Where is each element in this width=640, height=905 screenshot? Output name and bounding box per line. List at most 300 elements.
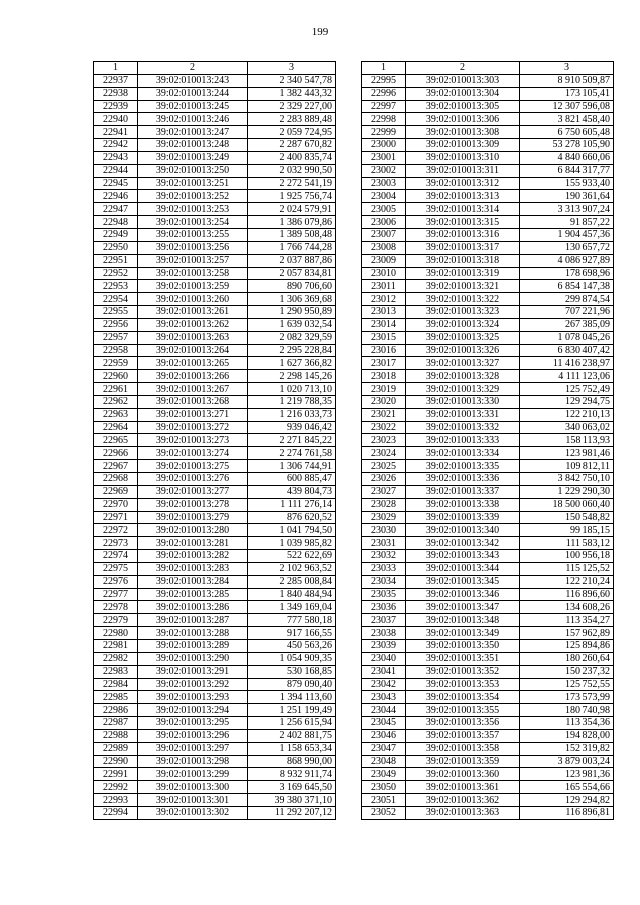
row-number-cell: 22948: [94, 216, 138, 229]
cadastral-number-cell: 39:02:010013:274: [138, 447, 248, 460]
value-cell: 155 933,40: [520, 177, 614, 190]
row-number-cell: 23011: [362, 280, 406, 293]
row-number-cell: 23020: [362, 395, 406, 408]
table-row: [362, 460, 614, 473]
value-cell: 53 278 105,90: [520, 139, 614, 152]
row-number-cell: 22951: [94, 254, 138, 267]
cadastral-number-cell: 39:02:010013:333: [406, 434, 520, 447]
cadastral-number-cell: 39:02:010013:268: [138, 395, 248, 408]
table-row: [362, 434, 614, 447]
row-number-cell: 22952: [94, 267, 138, 280]
row-number-cell: 23027: [362, 485, 406, 498]
table-row: [94, 100, 336, 113]
cadastral-number-cell: 39:02:010013:294: [138, 704, 248, 717]
value-cell: 2 400 835,74: [248, 151, 336, 164]
table-row: [362, 228, 614, 241]
cadastral-number-cell: 39:02:010013:283: [138, 562, 248, 575]
cadastral-number-cell: 39:02:010013:347: [406, 601, 520, 614]
cadastral-number-cell: 39:02:010013:287: [138, 614, 248, 627]
cadastral-number-cell: 39:02:010013:331: [406, 408, 520, 421]
table-row: [94, 254, 336, 267]
value-cell: 3 313 907,24: [520, 203, 614, 216]
cadastral-number-cell: 39:02:010013:281: [138, 537, 248, 550]
cadastral-number-cell: 39:02:010013:271: [138, 408, 248, 421]
value-cell: 1 840 484,94: [248, 588, 336, 601]
table-row: [362, 524, 614, 537]
row-number-cell: 22956: [94, 318, 138, 331]
column-header: 1: [362, 62, 406, 75]
value-cell: 180 260,64: [520, 652, 614, 665]
table-row: [362, 806, 614, 819]
value-cell: 173 105,41: [520, 87, 614, 100]
cadastral-number-cell: 39:02:010013:295: [138, 717, 248, 730]
value-cell: 178 698,96: [520, 267, 614, 280]
cadastral-number-cell: 39:02:010013:315: [406, 216, 520, 229]
row-number-cell: 22997: [362, 100, 406, 113]
cadastral-number-cell: 39:02:010013:361: [406, 781, 520, 794]
column-header: 1: [94, 62, 138, 75]
table-row: [94, 742, 336, 755]
cadastral-number-cell: 39:02:010013:250: [138, 164, 248, 177]
row-number-cell: 22975: [94, 562, 138, 575]
row-number-cell: 23029: [362, 511, 406, 524]
row-number-cell: 22984: [94, 678, 138, 691]
row-number-cell: 23038: [362, 627, 406, 640]
table-row: [362, 318, 614, 331]
cadastral-number-cell: 39:02:010013:324: [406, 318, 520, 331]
table-row: [94, 806, 336, 819]
cadastral-number-cell: 39:02:010013:272: [138, 421, 248, 434]
row-number-cell: 23034: [362, 575, 406, 588]
row-number-cell: 22999: [362, 126, 406, 139]
table-row: [362, 652, 614, 665]
row-number-cell: 23042: [362, 678, 406, 691]
cadastral-number-cell: 39:02:010013:334: [406, 447, 520, 460]
value-cell: 190 361,64: [520, 190, 614, 203]
cadastral-number-cell: 39:02:010013:252: [138, 190, 248, 203]
table-row: [362, 575, 614, 588]
value-cell: 2 272 541,19: [248, 177, 336, 190]
table-row: [362, 293, 614, 306]
row-number-cell: 22954: [94, 293, 138, 306]
row-number-cell: 22941: [94, 126, 138, 139]
cadastral-number-cell: 39:02:010013:349: [406, 627, 520, 640]
column-header: 3: [248, 62, 336, 75]
value-cell: 890 706,60: [248, 280, 336, 293]
value-cell: 2 037 887,86: [248, 254, 336, 267]
value-cell: 777 580,18: [248, 614, 336, 627]
row-number-cell: 22946: [94, 190, 138, 203]
table-row: [94, 74, 336, 87]
row-number-cell: 23014: [362, 318, 406, 331]
row-number-cell: 22943: [94, 151, 138, 164]
table-row: [94, 511, 336, 524]
value-cell: 2 271 845,22: [248, 434, 336, 447]
table-row: [362, 151, 614, 164]
value-cell: 18 500 060,40: [520, 498, 614, 511]
table-row: [94, 370, 336, 383]
table-row: [362, 537, 614, 550]
cadastral-number-cell: 39:02:010013:312: [406, 177, 520, 190]
value-cell: 113 354,27: [520, 614, 614, 627]
cadastral-number-cell: 39:02:010013:305: [406, 100, 520, 113]
row-number-cell: 23048: [362, 755, 406, 768]
value-cell: 111 583,12: [520, 537, 614, 550]
row-number-cell: 23035: [362, 588, 406, 601]
cadastral-number-cell: 39:02:010013:359: [406, 755, 520, 768]
cadastral-number-cell: 39:02:010013:356: [406, 717, 520, 730]
cadastral-number-cell: 39:02:010013:310: [406, 151, 520, 164]
value-cell: 134 608,26: [520, 601, 614, 614]
value-cell: 2 295 228,84: [248, 344, 336, 357]
cadastral-number-cell: 39:02:010013:247: [138, 126, 248, 139]
table-row: [94, 550, 336, 563]
table-row: [362, 473, 614, 486]
table-row: [362, 768, 614, 781]
value-cell: 299 874,54: [520, 293, 614, 306]
value-cell: 3 842 750,10: [520, 473, 614, 486]
table-row: [362, 550, 614, 563]
row-number-cell: 22996: [362, 87, 406, 100]
cadastral-number-cell: 39:02:010013:330: [406, 395, 520, 408]
table-row: [362, 511, 614, 524]
cadastral-number-cell: 39:02:010013:319: [406, 267, 520, 280]
table-row: [362, 87, 614, 100]
value-cell: 600 885,47: [248, 473, 336, 486]
row-number-cell: 23049: [362, 768, 406, 781]
row-number-cell: 23002: [362, 164, 406, 177]
row-number-cell: 22974: [94, 550, 138, 563]
cadastral-number-cell: 39:02:010013:323: [406, 306, 520, 319]
value-cell: 1 111 276,14: [248, 498, 336, 511]
cadastral-number-cell: 39:02:010013:245: [138, 100, 248, 113]
table-row: [94, 498, 336, 511]
value-cell: 450 563,26: [248, 639, 336, 652]
value-cell: 1 039 985,82: [248, 537, 336, 550]
row-number-cell: 22998: [362, 113, 406, 126]
cadastral-number-cell: 39:02:010013:340: [406, 524, 520, 537]
value-cell: 11 416 238,97: [520, 357, 614, 370]
row-number-cell: 23032: [362, 550, 406, 563]
value-cell: 1 382 443,32: [248, 87, 336, 100]
table-row: [94, 794, 336, 807]
row-number-cell: 22953: [94, 280, 138, 293]
table-row: [362, 794, 614, 807]
cadastral-number-cell: 39:02:010013:314: [406, 203, 520, 216]
cadastral-number-cell: 39:02:010013:336: [406, 473, 520, 486]
table-row: [94, 126, 336, 139]
table-row: [362, 717, 614, 730]
value-cell: 109 812,11: [520, 460, 614, 473]
cadastral-number-cell: 39:02:010013:284: [138, 575, 248, 588]
value-cell: 8 910 509,87: [520, 74, 614, 87]
value-cell: 2 274 761,58: [248, 447, 336, 460]
value-cell: 11 292 207,12: [248, 806, 336, 819]
row-number-cell: 22966: [94, 447, 138, 460]
value-cell: 6 854 147,38: [520, 280, 614, 293]
row-number-cell: 23039: [362, 639, 406, 652]
table-row: [362, 781, 614, 794]
value-cell: 39 380 371,10: [248, 794, 336, 807]
cadastral-number-cell: 39:02:010013:286: [138, 601, 248, 614]
value-cell: 1 386 079,86: [248, 216, 336, 229]
cadastral-number-cell: 39:02:010013:327: [406, 357, 520, 370]
table-row: [362, 203, 614, 216]
value-cell: 2 285 008,84: [248, 575, 336, 588]
value-cell: 1 020 713,10: [248, 383, 336, 396]
row-number-cell: 22992: [94, 781, 138, 794]
value-cell: 122 210,24: [520, 575, 614, 588]
value-cell: 1 251 199,49: [248, 704, 336, 717]
table-row: [362, 408, 614, 421]
cadastral-number-cell: 39:02:010013:326: [406, 344, 520, 357]
row-number-cell: 23044: [362, 704, 406, 717]
table-row: [94, 485, 336, 498]
row-number-cell: 22989: [94, 742, 138, 755]
value-cell: 340 063,02: [520, 421, 614, 434]
cadastral-number-cell: 39:02:010013:265: [138, 357, 248, 370]
value-cell: 4 086 927,89: [520, 254, 614, 267]
row-number-cell: 22994: [94, 806, 138, 819]
table-row: [362, 267, 614, 280]
cadastral-number-cell: 39:02:010013:253: [138, 203, 248, 216]
row-number-cell: 23001: [362, 151, 406, 164]
table-row: [362, 216, 614, 229]
cadastral-number-cell: 39:02:010013:355: [406, 704, 520, 717]
value-cell: 2 082 329,59: [248, 331, 336, 344]
cadastral-number-cell: 39:02:010013:300: [138, 781, 248, 794]
value-cell: 1 627 366,82: [248, 357, 336, 370]
value-cell: 2 329 227,00: [248, 100, 336, 113]
table-row: [94, 344, 336, 357]
cadastral-number-cell: 39:02:010013:350: [406, 639, 520, 652]
row-number-cell: 23031: [362, 537, 406, 550]
cadastral-number-cell: 39:02:010013:255: [138, 228, 248, 241]
table-row: [362, 498, 614, 511]
cadastral-number-cell: 39:02:010013:266: [138, 370, 248, 383]
cadastral-number-cell: 39:02:010013:362: [406, 794, 520, 807]
table-row: [94, 781, 336, 794]
row-number-cell: 23004: [362, 190, 406, 203]
row-number-cell: 22987: [94, 717, 138, 730]
cadastral-number-cell: 39:02:010013:316: [406, 228, 520, 241]
cadastral-number-cell: 39:02:010013:354: [406, 691, 520, 704]
table-row: [362, 357, 614, 370]
table-row: [94, 241, 336, 254]
cadastral-number-cell: 39:02:010013:263: [138, 331, 248, 344]
value-cell: 125 752,55: [520, 678, 614, 691]
row-number-cell: 23026: [362, 473, 406, 486]
column-header: 2: [406, 62, 520, 75]
row-number-cell: 22937: [94, 74, 138, 87]
cadastral-number-cell: 39:02:010013:352: [406, 665, 520, 678]
cadastral-number-cell: 39:02:010013:325: [406, 331, 520, 344]
value-cell: 3 821 458,40: [520, 113, 614, 126]
table-row: [362, 665, 614, 678]
row-number-cell: 22986: [94, 704, 138, 717]
table-row: [94, 562, 336, 575]
value-cell: 1 229 290,30: [520, 485, 614, 498]
row-number-cell: 23037: [362, 614, 406, 627]
value-cell: 1 078 045,26: [520, 331, 614, 344]
cadastral-number-cell: 39:02:010013:277: [138, 485, 248, 498]
table-row: [94, 203, 336, 216]
table-row: [94, 151, 336, 164]
cadastral-number-cell: 39:02:010013:299: [138, 768, 248, 781]
cadastral-number-cell: 39:02:010013:256: [138, 241, 248, 254]
value-cell: 122 210,13: [520, 408, 614, 421]
row-number-cell: 22983: [94, 665, 138, 678]
cadastral-number-cell: 39:02:010013:275: [138, 460, 248, 473]
row-number-cell: 23046: [362, 729, 406, 742]
value-cell: 267 385,09: [520, 318, 614, 331]
table-row: [362, 241, 614, 254]
value-cell: 1 306 369,68: [248, 293, 336, 306]
value-cell: 2 298 145,26: [248, 370, 336, 383]
table-row: [362, 704, 614, 717]
row-number-cell: 23000: [362, 139, 406, 152]
row-number-cell: 22978: [94, 601, 138, 614]
row-number-cell: 23006: [362, 216, 406, 229]
table-row: [94, 113, 336, 126]
page-number: 199: [311, 26, 329, 38]
value-cell: 158 113,93: [520, 434, 614, 447]
value-cell: 2 024 579,91: [248, 203, 336, 216]
cadastral-number-cell: 39:02:010013:288: [138, 627, 248, 640]
value-cell: 123 981,36: [520, 768, 614, 781]
cadastral-number-cell: 39:02:010013:291: [138, 665, 248, 678]
row-number-cell: 22938: [94, 87, 138, 100]
row-number-cell: 22944: [94, 164, 138, 177]
table-row: [94, 575, 336, 588]
value-cell: 4 840 660,06: [520, 151, 614, 164]
table-row: [94, 395, 336, 408]
table-row: [362, 639, 614, 652]
table-row: [362, 678, 614, 691]
table-row: [362, 588, 614, 601]
cadastral-number-cell: 39:02:010013:293: [138, 691, 248, 704]
table-row: [362, 164, 614, 177]
cadastral-number-cell: 39:02:010013:248: [138, 139, 248, 152]
cadastral-number-cell: 39:02:010013:332: [406, 421, 520, 434]
row-number-cell: 22940: [94, 113, 138, 126]
row-number-cell: 22960: [94, 370, 138, 383]
value-cell: 123 981,46: [520, 447, 614, 460]
row-number-cell: 23021: [362, 408, 406, 421]
value-cell: 150 548,82: [520, 511, 614, 524]
row-number-cell: 22963: [94, 408, 138, 421]
value-cell: 180 740,98: [520, 704, 614, 717]
value-cell: 1 290 950,89: [248, 306, 336, 319]
cadastral-number-cell: 39:02:010013:302: [138, 806, 248, 819]
table-row: [94, 177, 336, 190]
cadastral-number-cell: 39:02:010013:309: [406, 139, 520, 152]
row-number-cell: 22950: [94, 241, 138, 254]
row-number-cell: 22961: [94, 383, 138, 396]
row-number-cell: 23033: [362, 562, 406, 575]
row-number-cell: 23003: [362, 177, 406, 190]
row-number-cell: 23024: [362, 447, 406, 460]
value-cell: 530 168,85: [248, 665, 336, 678]
table-row: [94, 139, 336, 152]
cadastral-number-cell: 39:02:010013:280: [138, 524, 248, 537]
value-cell: 3 169 645,50: [248, 781, 336, 794]
table-row: [94, 228, 336, 241]
value-cell: 6 830 407,42: [520, 344, 614, 357]
table-row: [94, 652, 336, 665]
cadastral-number-cell: 39:02:010013:243: [138, 74, 248, 87]
value-cell: 1 766 744,28: [248, 241, 336, 254]
value-cell: 2 402 881,75: [248, 729, 336, 742]
value-cell: 2 057 834,81: [248, 267, 336, 280]
cadastral-number-cell: 39:02:010013:306: [406, 113, 520, 126]
row-number-cell: 22991: [94, 768, 138, 781]
row-number-cell: 23045: [362, 717, 406, 730]
cadastral-number-cell: 39:02:010013:346: [406, 588, 520, 601]
row-number-cell: 22981: [94, 639, 138, 652]
value-cell: 522 622,69: [248, 550, 336, 563]
value-cell: 2 287 670,82: [248, 139, 336, 152]
row-number-cell: 23028: [362, 498, 406, 511]
row-number-cell: 22969: [94, 485, 138, 498]
column-header: 2: [138, 62, 248, 75]
value-cell: 6 844 317,77: [520, 164, 614, 177]
table-row: [94, 331, 336, 344]
table-row: [94, 87, 336, 100]
cadastral-number-cell: 39:02:010013:351: [406, 652, 520, 665]
value-cell: 2 340 547,78: [248, 74, 336, 87]
table-row: [94, 408, 336, 421]
table-row: [94, 306, 336, 319]
value-cell: 1 389 508,48: [248, 228, 336, 241]
cadastral-number-cell: 39:02:010013:290: [138, 652, 248, 665]
value-cell: 129 294,82: [520, 794, 614, 807]
value-cell: 194 828,00: [520, 729, 614, 742]
cadastral-number-cell: 39:02:010013:285: [138, 588, 248, 601]
row-number-cell: 22973: [94, 537, 138, 550]
cadastral-number-cell: 39:02:010013:297: [138, 742, 248, 755]
row-number-cell: 23050: [362, 781, 406, 794]
value-cell: 150 237,32: [520, 665, 614, 678]
row-number-cell: 22972: [94, 524, 138, 537]
value-cell: 125 894,86: [520, 639, 614, 652]
row-number-cell: 22958: [94, 344, 138, 357]
row-number-cell: 23025: [362, 460, 406, 473]
value-cell: 876 620,52: [248, 511, 336, 524]
table-row: [94, 768, 336, 781]
cadastral-number-cell: 39:02:010013:261: [138, 306, 248, 319]
table-row: [94, 678, 336, 691]
table-row: [94, 357, 336, 370]
row-number-cell: 22988: [94, 729, 138, 742]
table-row: [362, 614, 614, 627]
value-cell: 1 349 169,04: [248, 601, 336, 614]
cadastral-number-cell: 39:02:010013:348: [406, 614, 520, 627]
value-cell: 2 059 724,95: [248, 126, 336, 139]
row-number-cell: 22955: [94, 306, 138, 319]
row-number-cell: 22965: [94, 434, 138, 447]
table-row: [94, 383, 336, 396]
cadastral-number-cell: 39:02:010013:311: [406, 164, 520, 177]
cadastral-number-cell: 39:02:010013:246: [138, 113, 248, 126]
table-row: [362, 280, 614, 293]
value-cell: 1 041 794,50: [248, 524, 336, 537]
table-row: [94, 704, 336, 717]
row-number-cell: 23043: [362, 691, 406, 704]
table-row: [362, 177, 614, 190]
table-row: [362, 74, 614, 87]
value-cell: 1 306 744,91: [248, 460, 336, 473]
